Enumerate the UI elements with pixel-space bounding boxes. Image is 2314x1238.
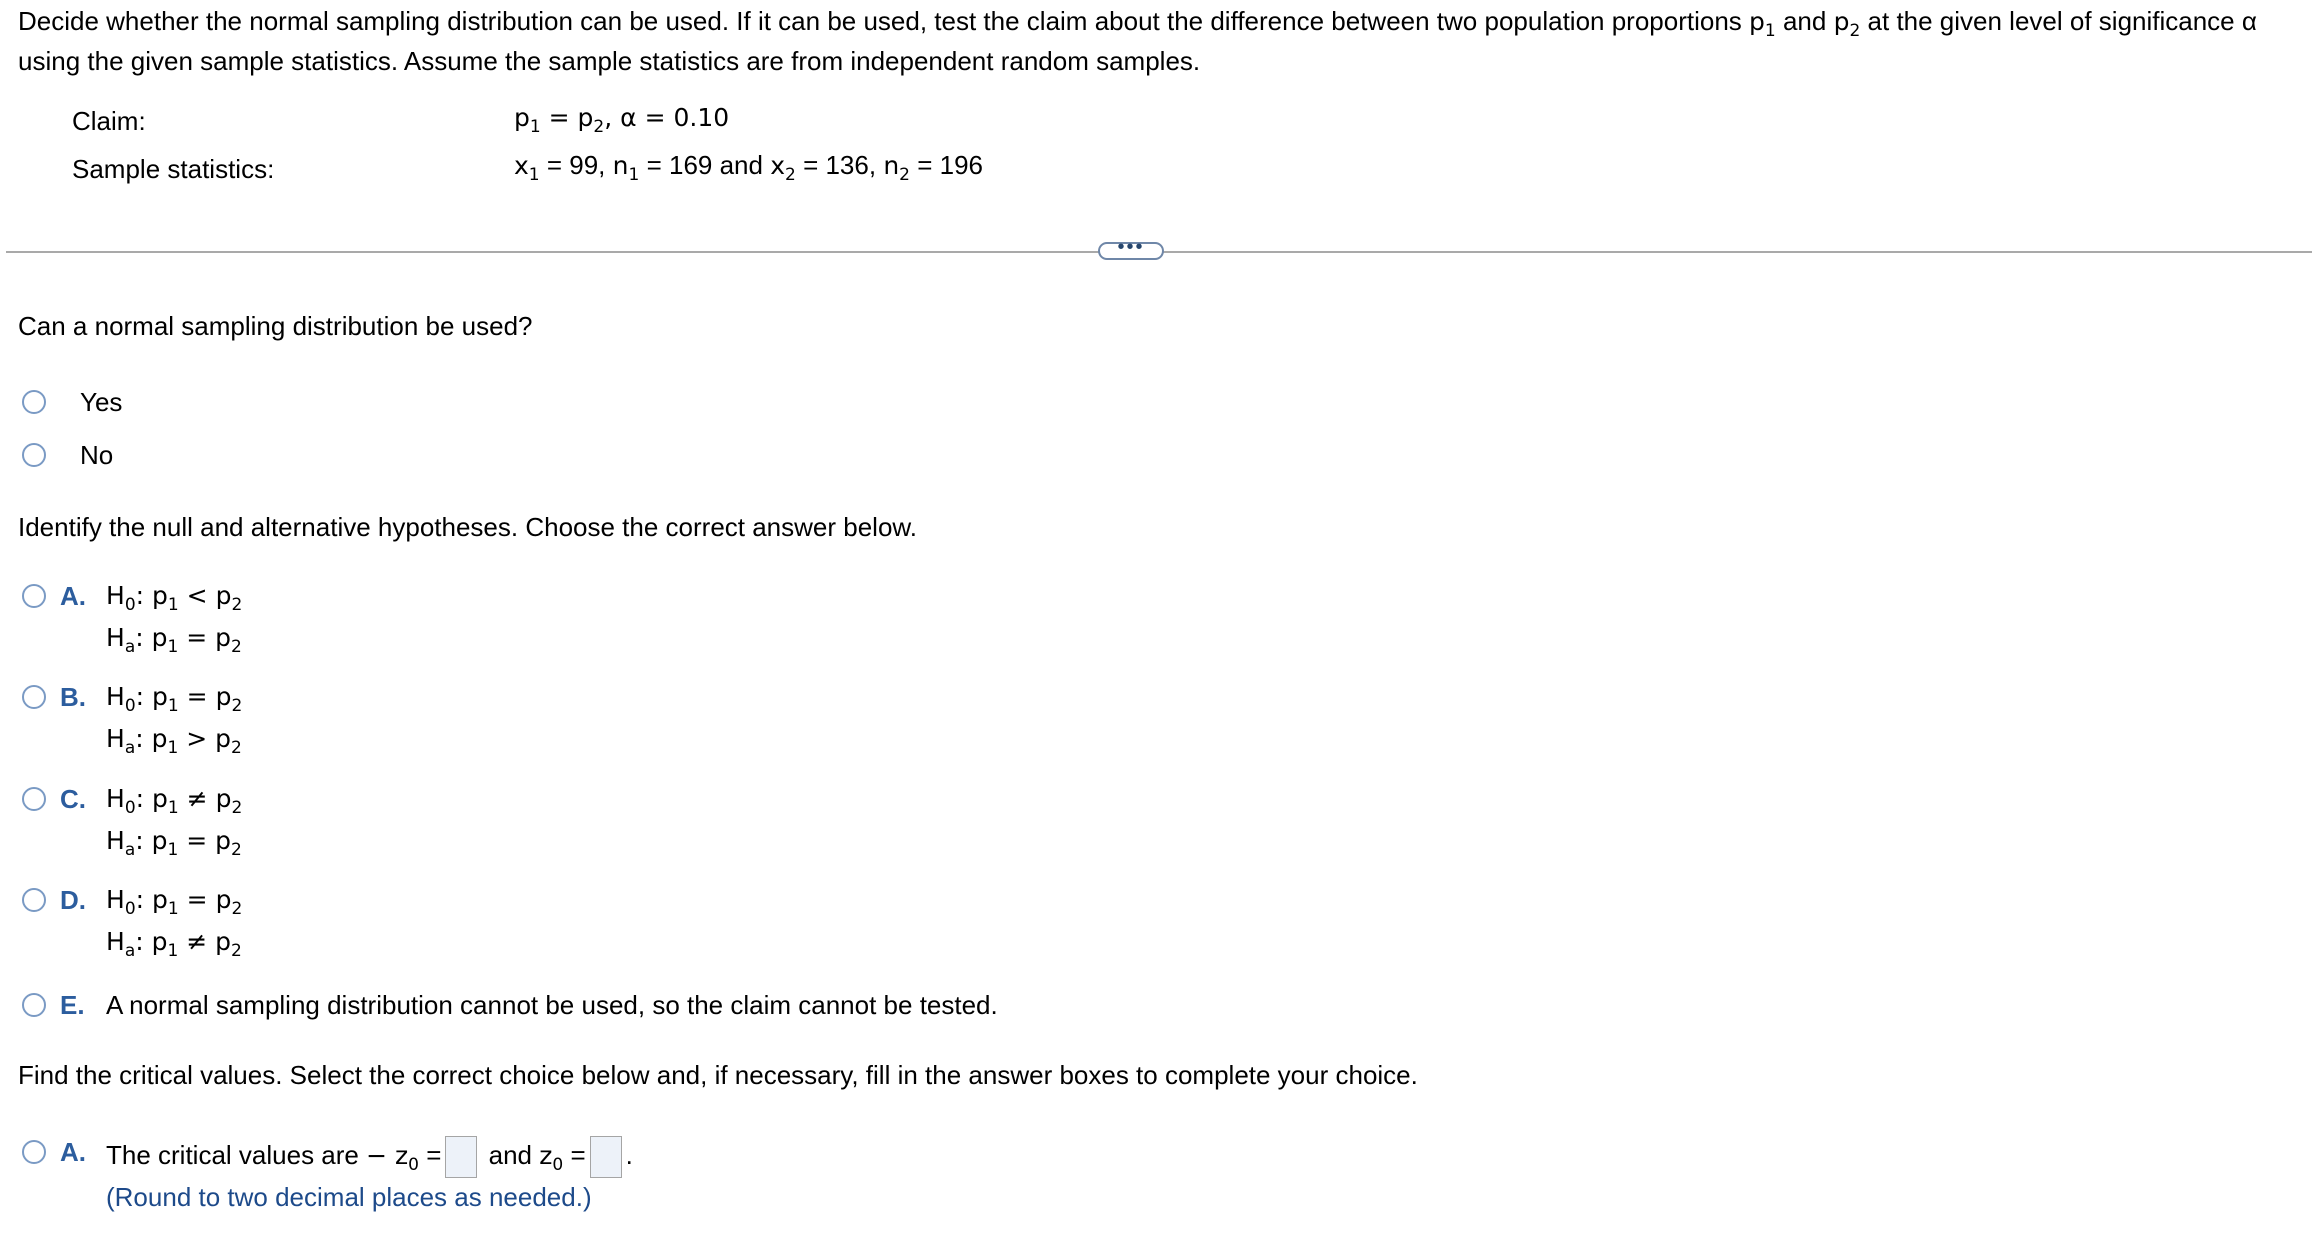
intro-text: Decide whether the normal sampling distribution can be used. If it can be used, test the claim about the difference between two population proportions xyxy=(18,6,1742,36)
critical-a-line: The critical values are − $z_0$ = and $z_0$ = . xyxy=(106,1133,633,1178)
equals-1: = xyxy=(426,1140,442,1170)
z0-symbol: $z_0$ xyxy=(539,1141,564,1175)
more-options-button[interactable] xyxy=(1098,236,1164,260)
p2-symbol: $p_2$ xyxy=(1833,7,1861,41)
option-a-letter: A. xyxy=(60,581,86,611)
neg-z0-input[interactable] xyxy=(445,1136,477,1178)
z0-input[interactable] xyxy=(590,1136,622,1178)
radio-hyp-e[interactable] xyxy=(22,993,46,1017)
sample-stats-value: $x_1 = 99$, $n_1 = 169$ and $x_2 = 136$, $n_2 = 196$ xyxy=(514,150,984,185)
option-b-letter: B. xyxy=(60,682,86,712)
neg-z0-symbol: − $z_0$ xyxy=(366,1141,419,1175)
critical-a-text: The critical values are xyxy=(106,1140,359,1170)
radio-critical-a[interactable] xyxy=(22,1140,46,1164)
round-hint: (Round to two decimal places as needed.) xyxy=(106,1182,592,1212)
intro-and: and xyxy=(1782,6,1827,36)
part1-prompt: Can a normal sampling distribution be used? xyxy=(18,311,533,341)
option-a-h0: $H_0$: $p_1 < p_2$ xyxy=(106,581,243,615)
option-d-letter: D. xyxy=(60,885,86,915)
option-b-h0: $H_0$: $p_1 = p_2$ xyxy=(106,682,243,716)
question-intro-line2: using the given sample statistics. Assume the sample statistics are from independent random samples. xyxy=(18,46,1201,76)
radio-no[interactable] xyxy=(22,443,46,467)
p1-symbol: $p_1$ xyxy=(1749,7,1776,41)
option-a-ha: $H_a$: $p_1 = p_2$ xyxy=(106,623,242,657)
radio-hyp-d[interactable] xyxy=(22,888,46,912)
radio-yes[interactable] xyxy=(22,390,46,414)
equals-2: = xyxy=(570,1140,586,1170)
option-yes-label: Yes xyxy=(80,387,123,417)
option-d-ha: $H_a$: $p_1 \ne p_2$ xyxy=(106,927,242,961)
radio-hyp-c[interactable] xyxy=(22,787,46,811)
claim-label: Claim: xyxy=(72,106,146,136)
option-c-letter: C. xyxy=(60,784,86,814)
ellipsis-icon: ••• xyxy=(1117,236,1145,258)
option-c-ha: $H_a$: $p_1 = p_2$ xyxy=(106,826,242,860)
option-d-h0: $H_0$: $p_1 = p_2$ xyxy=(106,885,243,919)
critical-a-letter: A. xyxy=(60,1137,86,1167)
option-c-h0: $H_0$: $p_1 \ne p_2$ xyxy=(106,784,243,818)
radio-hyp-a[interactable] xyxy=(22,584,46,608)
claim-value: $p_1 = p_2$, α = 0.10 xyxy=(514,103,730,137)
radio-hyp-b[interactable] xyxy=(22,685,46,709)
intro-tail: at the given level of significance α xyxy=(1867,6,2257,36)
sample-stats-label: Sample statistics: xyxy=(72,154,275,184)
option-e-letter: E. xyxy=(60,990,85,1020)
option-b-ha: $H_a$: $p_1 > p_2$ xyxy=(106,724,242,758)
option-e-text: A normal sampling distribution cannot be used, so the claim cannot be tested. xyxy=(106,990,998,1020)
part3-prompt: Find the critical values. Select the correct choice below and, if necessary, fill in the answer boxes to complete your choice. xyxy=(18,1060,1418,1090)
part2-prompt: Identify the null and alternative hypotheses. Choose the correct answer below. xyxy=(18,512,917,542)
question-intro-line1 xyxy=(18,4,2257,39)
and-text: and xyxy=(488,1140,533,1170)
option-no-label: No xyxy=(80,440,114,470)
